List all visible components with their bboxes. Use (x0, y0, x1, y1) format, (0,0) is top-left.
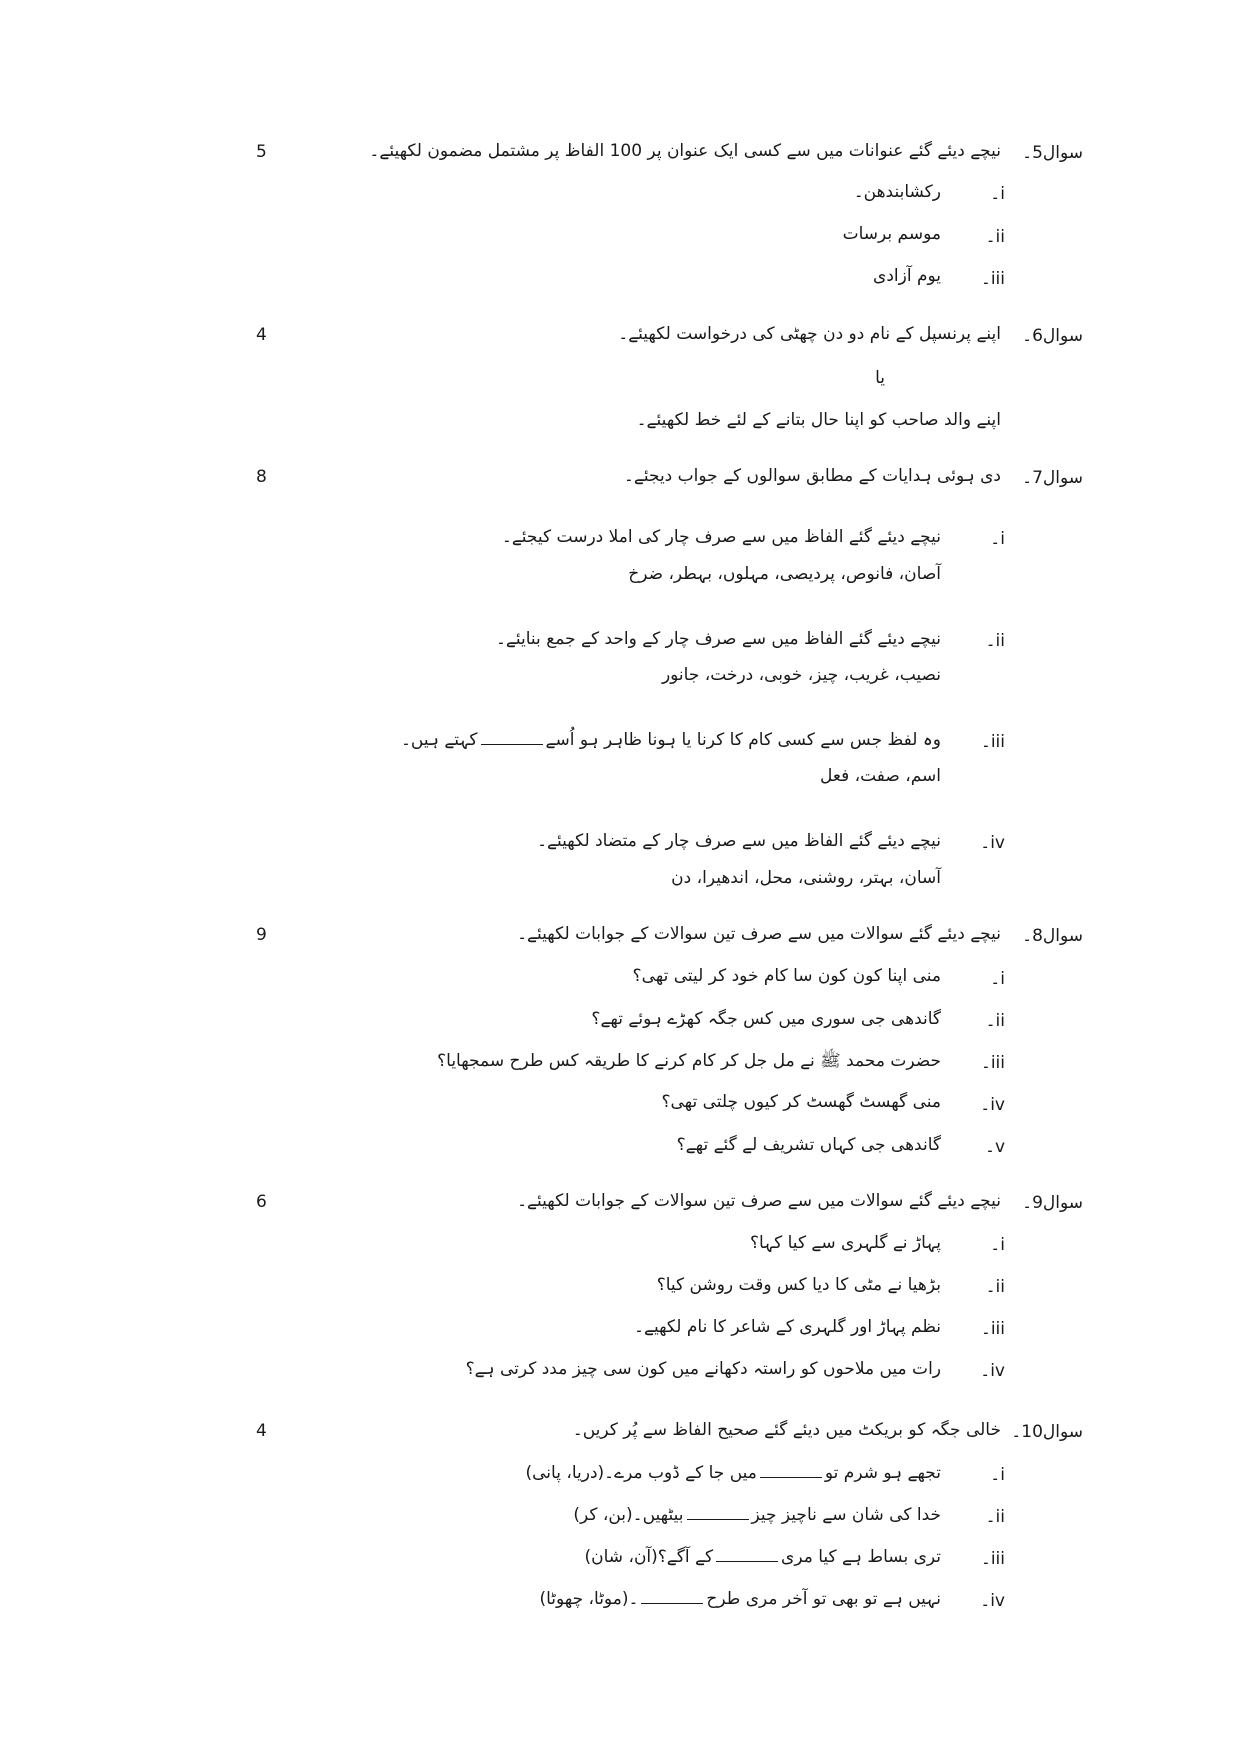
item-text-fill-blank (401, 729, 941, 750)
item-text: پہاڑ نے گلہری سے کیا کہا؟ (749, 1233, 941, 1253)
item-words: آسان، بہتر، روشنی، محل، اندھیرا، دن (671, 868, 941, 888)
item-text: رات میں ملاحوں کو راستہ دکھانے میں کون سی چیز مدد کرتی ہے؟ (465, 1359, 941, 1379)
blank-line (481, 743, 543, 745)
item-text: نیچے دیئے گئے الفاظ میں سے صرف چار کے متضاد لکھیئے۔ (537, 831, 941, 851)
item-num: ii۔ (985, 227, 1005, 247)
item-text: منی گھسٹ گھسٹ کر کیوں چلتی تھی؟ (661, 1092, 941, 1112)
marks-q8: 9 (256, 925, 267, 945)
marks-q5: 5 (256, 142, 267, 162)
text-part-b: کے آگے؟(آن، شان) (584, 1547, 714, 1567)
marks-q10: 4 (256, 1421, 267, 1441)
text-part-b: کہتے ہیں۔ (400, 730, 478, 750)
item-text: موسم برسات (842, 224, 941, 244)
text-part-a: نہیں ہے تو بھی تو آخر مری طرح (706, 1589, 941, 1609)
item-num: iv۔ (980, 833, 1005, 853)
item-text: حضرت محمد ﷺ نے مل جل کر کام کرنے کا طریقہ کس طرح سمجھایا؟ (437, 1051, 941, 1071)
question-label-q7: سوال7۔ (1022, 468, 1083, 488)
marks-q6: 4 (256, 325, 267, 345)
item-text: نظم پہاڑ اور گلہری کے شاعر کا نام لکھیے۔ (634, 1317, 941, 1337)
or-separator: یا (875, 368, 885, 388)
question-label-q9: سوال9۔ (1022, 1193, 1083, 1213)
item-words: نصیب، غریب، چیز، خوبی، درخت، جانور (661, 665, 941, 685)
text-part-b: میں جا کے ڈوب مرے۔(دریا، پانی) (525, 1463, 757, 1483)
item-text: منی اپنا کون کون سا کام خود کر لیتی تھی؟ (632, 966, 941, 986)
question-text-q5: نیچے دیئے گئے عنوانات میں سے کسی ایک عنوان پر 100 الفاظ پر مشتمل مضمون لکھیئے۔ (369, 141, 1001, 161)
item-num: i۔ (990, 529, 1005, 549)
question-label-q5: سوال5۔ (1022, 143, 1083, 163)
question-label-q6: سوال6۔ (1022, 326, 1083, 346)
item-text: گاندھی جی سوری میں کس جگہ کھڑے ہوئے تھے؟ (591, 1009, 941, 1029)
fill-blank-item (573, 1504, 941, 1525)
item-text: نیچے دیئے گئے الفاظ میں سے صرف چار کے واحد کے جمع بنایئے۔ (495, 629, 941, 649)
question-text-q10: خالی جگہ کو بریکٹ میں دیئے گئے صحیح الفاظ سے پُر کریں۔ (572, 1420, 1001, 1440)
item-num: ii۔ (985, 631, 1005, 651)
item-num: ii۔ (985, 1277, 1005, 1297)
item-num: iii۔ (980, 732, 1005, 752)
item-num: iii۔ (980, 1053, 1005, 1073)
question-text-q7: دی ہوئی ہدایات کے مطابق سوالوں کے جواب دیجئے۔ (623, 466, 1001, 486)
text-part-b: بیٹھیں۔(بن، کر) (573, 1505, 684, 1525)
alternate-question-q6: اپنے والد صاحب کو اپنا حال بتانے کے لئے خط لکھیئے۔ (636, 410, 1001, 430)
fill-blank-item (585, 1546, 941, 1567)
fill-blank-item (525, 1462, 941, 1483)
item-words: اسم، صفت، فعل (820, 766, 941, 786)
question-text-q9: نیچے دیئے گئے سوالات میں سے صرف تین سوالات کے جوابات لکھیئے۔ (517, 1191, 1001, 1211)
item-num: i۔ (990, 969, 1005, 989)
blank-line (687, 1518, 749, 1520)
blank-line (641, 1602, 703, 1604)
item-num: ii۔ (985, 1507, 1005, 1527)
item-num: iii۔ (980, 269, 1005, 289)
question-text-q6: اپنے پرنسپل کے نام دو دن چھٹی کی درخواست لکھیئے۔ (618, 324, 1001, 344)
item-text: بڑھیا نے مٹی کا دیا کس وقت روشن کیا؟ (656, 1275, 941, 1295)
item-num: iii۔ (980, 1549, 1005, 1569)
blank-line (716, 1560, 778, 1562)
item-num: iv۔ (980, 1361, 1005, 1381)
text-part-a: خدا کی شان سے ناچیز چیز (751, 1505, 941, 1525)
blank-line (760, 1476, 822, 1478)
question-label-q8: سوال8۔ (1022, 926, 1083, 946)
item-num: iii۔ (980, 1319, 1005, 1339)
item-num: i۔ (990, 1235, 1005, 1255)
text-part-b: ۔(موٹا، چھوٹا) (539, 1589, 639, 1609)
item-num: ii۔ (985, 1011, 1005, 1031)
item-words: آصان، فانوص، پردیصی، مہلوں، بہطر، ضرخ (628, 564, 941, 584)
item-text: یوم آزادی (873, 266, 941, 286)
text-part-a: تجھے ہو شرم تو (824, 1463, 941, 1483)
text-part-a: وہ لفظ جس سے کسی کام کا کرنا یا ہونا ظاہر ہو اُسے (545, 730, 941, 750)
fill-blank-item (539, 1588, 941, 1609)
item-num: iv۔ (980, 1095, 1005, 1115)
marks-q7: 8 (256, 467, 267, 487)
text-part-a: تری بساط ہے کیا مری (781, 1547, 941, 1567)
marks-q9: 6 (256, 1192, 267, 1212)
question-label-q10: سوال10۔ (1011, 1422, 1083, 1442)
item-text: گاندھی جی کہاں تشریف لے گئے تھے؟ (676, 1135, 941, 1155)
item-num: v۔ (984, 1137, 1005, 1157)
item-num: iv۔ (980, 1591, 1005, 1611)
question-text-q8: نیچے دیئے گئے سوالات میں سے صرف تین سوالات کے جوابات لکھیئے۔ (517, 924, 1001, 944)
item-num: i۔ (990, 1465, 1005, 1485)
item-text: رکشابندھن۔ (853, 182, 941, 202)
item-text: نیچے دیئے گئے الفاظ میں سے صرف چار کی املا درست کیجئے۔ (501, 527, 941, 547)
item-num: i۔ (990, 184, 1005, 204)
